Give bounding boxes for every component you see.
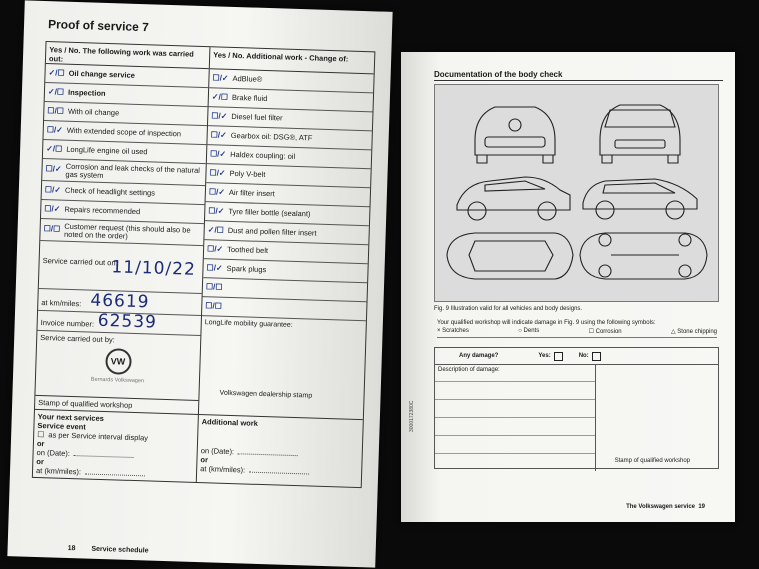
yes-no-checkbox[interactable]: ☐/✓ xyxy=(208,187,226,197)
next-services xyxy=(33,409,363,487)
yes-no-checkbox[interactable]: ✓/☐ xyxy=(207,225,224,235)
work-item-label: Inspection xyxy=(67,87,106,98)
km-label: at km/miles: xyxy=(41,298,82,309)
legend-stone-chipping: △ Stone chipping xyxy=(671,329,717,335)
work-item-label: With oil change xyxy=(67,106,120,118)
figure-caption: Fig. 9 Illustration valid for all vehicles and body designs. xyxy=(434,306,583,312)
right-page xyxy=(401,52,735,522)
yes-no-checkbox[interactable]: ☐/☐ xyxy=(205,300,223,311)
additional-work-label: Poly V-belt xyxy=(229,168,266,180)
damage-box xyxy=(434,347,719,469)
yes-no-checkbox[interactable]: ☐/✓ xyxy=(209,149,227,159)
any-damage-label: Any damage? xyxy=(459,353,499,359)
work-item-label: Customer request (this should also be noted on the order) xyxy=(63,221,191,241)
stamp-text: Bernards Volkswagen xyxy=(90,376,145,385)
right-footer: The Volkswagen service xyxy=(626,504,695,510)
on-date-field: on (Date): xyxy=(201,446,359,460)
column-header: Yes / No. The following work was carried out: xyxy=(46,42,210,69)
yes-no-checkbox[interactable]: ✓/☐ xyxy=(46,143,63,154)
yes-no-checkbox[interactable]: ☐/✓ xyxy=(212,73,229,83)
left-footer xyxy=(68,545,149,555)
legend-corrosion: ☐ Corrosion xyxy=(588,329,622,335)
service-table xyxy=(32,41,376,488)
additional-work-label: Spark plugs xyxy=(226,263,267,275)
dealer-stamp-label: Volkswagen dealership stamp xyxy=(219,389,313,400)
at-km-field: at (km/miles): xyxy=(200,464,358,478)
description-label: Description of damage: xyxy=(438,367,500,373)
yes-no-checkbox[interactable]: ☐/✓ xyxy=(206,262,223,273)
yes-no-checkbox[interactable]: ☐/☐ xyxy=(43,224,61,234)
work-item-label: LongLife engine oil used xyxy=(66,144,148,157)
at-km-field: at (km/miles): xyxy=(36,466,193,480)
work-item-label: Repairs recommended xyxy=(64,204,141,217)
additional-work-label: Air filter insert xyxy=(228,187,275,199)
next-services-title: Your next services xyxy=(37,411,105,424)
work-item-label: Oil change service xyxy=(68,68,136,80)
work-item-label: With extended scope of inspection xyxy=(66,125,182,139)
vw-logo-icon: VW xyxy=(105,348,132,375)
on-date-field: on (Date): xyxy=(36,448,193,462)
carried-out-by xyxy=(35,331,200,400)
additional-work-label: Gearbox oil: DSG®, ATF xyxy=(230,130,313,143)
km-value: 46619 xyxy=(90,290,150,313)
longlife-label: LongLife mobility guarantee: xyxy=(204,319,293,329)
yes-no-checkbox[interactable]: ☐/✓ xyxy=(209,168,226,178)
yes-no-checkbox[interactable]: ✓/☐ xyxy=(48,67,65,78)
yes-no-checkbox[interactable]: ✓/☐ xyxy=(47,86,65,97)
yes-no-checkbox[interactable]: ☐/✓ xyxy=(211,111,228,121)
work-item-label: Check of headlight settings xyxy=(64,185,156,198)
service-date-label: Service carried out on: xyxy=(42,256,118,268)
yes-no-checkbox[interactable]: ✓/☐ xyxy=(211,92,229,102)
yes-no-checkbox[interactable]: ☐/✓ xyxy=(210,130,227,140)
additional-work-label: Tyre filler bottle (sealant) xyxy=(228,206,311,219)
car-outlines-icon xyxy=(435,85,718,301)
additional-work-label: Dust and pollen filter insert xyxy=(227,225,317,238)
service-event-label: Service event xyxy=(37,420,86,432)
left-page xyxy=(7,0,392,567)
column-header: Yes / No. Additional work - Change of: xyxy=(210,47,375,74)
legend-scratches: × Scratches xyxy=(437,328,469,334)
no-checkbox[interactable] xyxy=(592,352,601,361)
yes-no-checkbox[interactable]: ☐/☐ xyxy=(205,281,223,292)
carried-out-by-label: Service carried out by: xyxy=(40,333,115,345)
legend-dents: ○ Dents xyxy=(518,328,540,334)
damage-hint: Your qualified workshop will indicate damage in Fig. 9 using the following symbols: xyxy=(437,320,656,326)
yes-no-checkbox[interactable]: ☐/✓ xyxy=(44,184,62,195)
additional-work-column xyxy=(199,47,374,419)
additional-work-label: Brake fluid xyxy=(231,92,268,104)
invoice-label: Invoice number: xyxy=(40,318,95,329)
work-item-label: Corrosion and leak checks of the natural gas system xyxy=(65,161,201,180)
page-title: Proof of service 7 xyxy=(47,17,149,35)
stamp-qualified-label: Stamp of qualified workshop xyxy=(614,458,690,464)
page-number: 18 xyxy=(67,544,76,553)
or-label: or xyxy=(36,456,44,467)
additional-work-label: Toothed belt xyxy=(227,244,269,256)
additional-work-label: Additional work xyxy=(201,417,259,428)
yes-no-checkbox[interactable]: ☐/☐ xyxy=(47,105,65,116)
yes-no-checkbox[interactable]: ☐/✓ xyxy=(44,203,61,214)
additional-work-label: Haldex coupling: oil xyxy=(230,149,296,161)
yes-no-checkbox[interactable]: ☐/✓ xyxy=(208,206,225,216)
or-label: or xyxy=(200,455,209,465)
or-label: or xyxy=(36,438,45,449)
yes-no-checkbox[interactable]: ☐/✓ xyxy=(206,244,224,254)
yes-label: Yes: xyxy=(538,353,551,359)
invoice-value: 62539 xyxy=(97,310,158,333)
additional-work-label: Diesel fuel filter xyxy=(231,111,283,123)
page-number: 19 xyxy=(698,504,705,510)
page-title: Documentation of the body check xyxy=(434,70,563,79)
service-date-block xyxy=(39,241,203,294)
service-date-value: 11/10/22 xyxy=(111,257,197,280)
yes-no-checkbox[interactable]: ☐/✓ xyxy=(45,164,62,174)
no-label: No: xyxy=(578,353,589,359)
document-code: 3000172380C xyxy=(409,400,415,432)
work-carried-out-column xyxy=(35,42,210,414)
interval-option: ☐ as per Service interval display xyxy=(37,429,149,443)
yes-checkbox[interactable] xyxy=(554,352,563,361)
car-body-diagram xyxy=(434,84,719,302)
longlife-block xyxy=(199,316,366,407)
damage-legend xyxy=(437,328,717,338)
section-title: Service schedule xyxy=(91,545,149,555)
yes-no-checkbox[interactable]: ☐/✓ xyxy=(46,124,64,135)
stamp-qualified-label: Stamp of qualified workshop xyxy=(35,395,198,414)
additional-work-label: AdBlue® xyxy=(232,73,263,84)
